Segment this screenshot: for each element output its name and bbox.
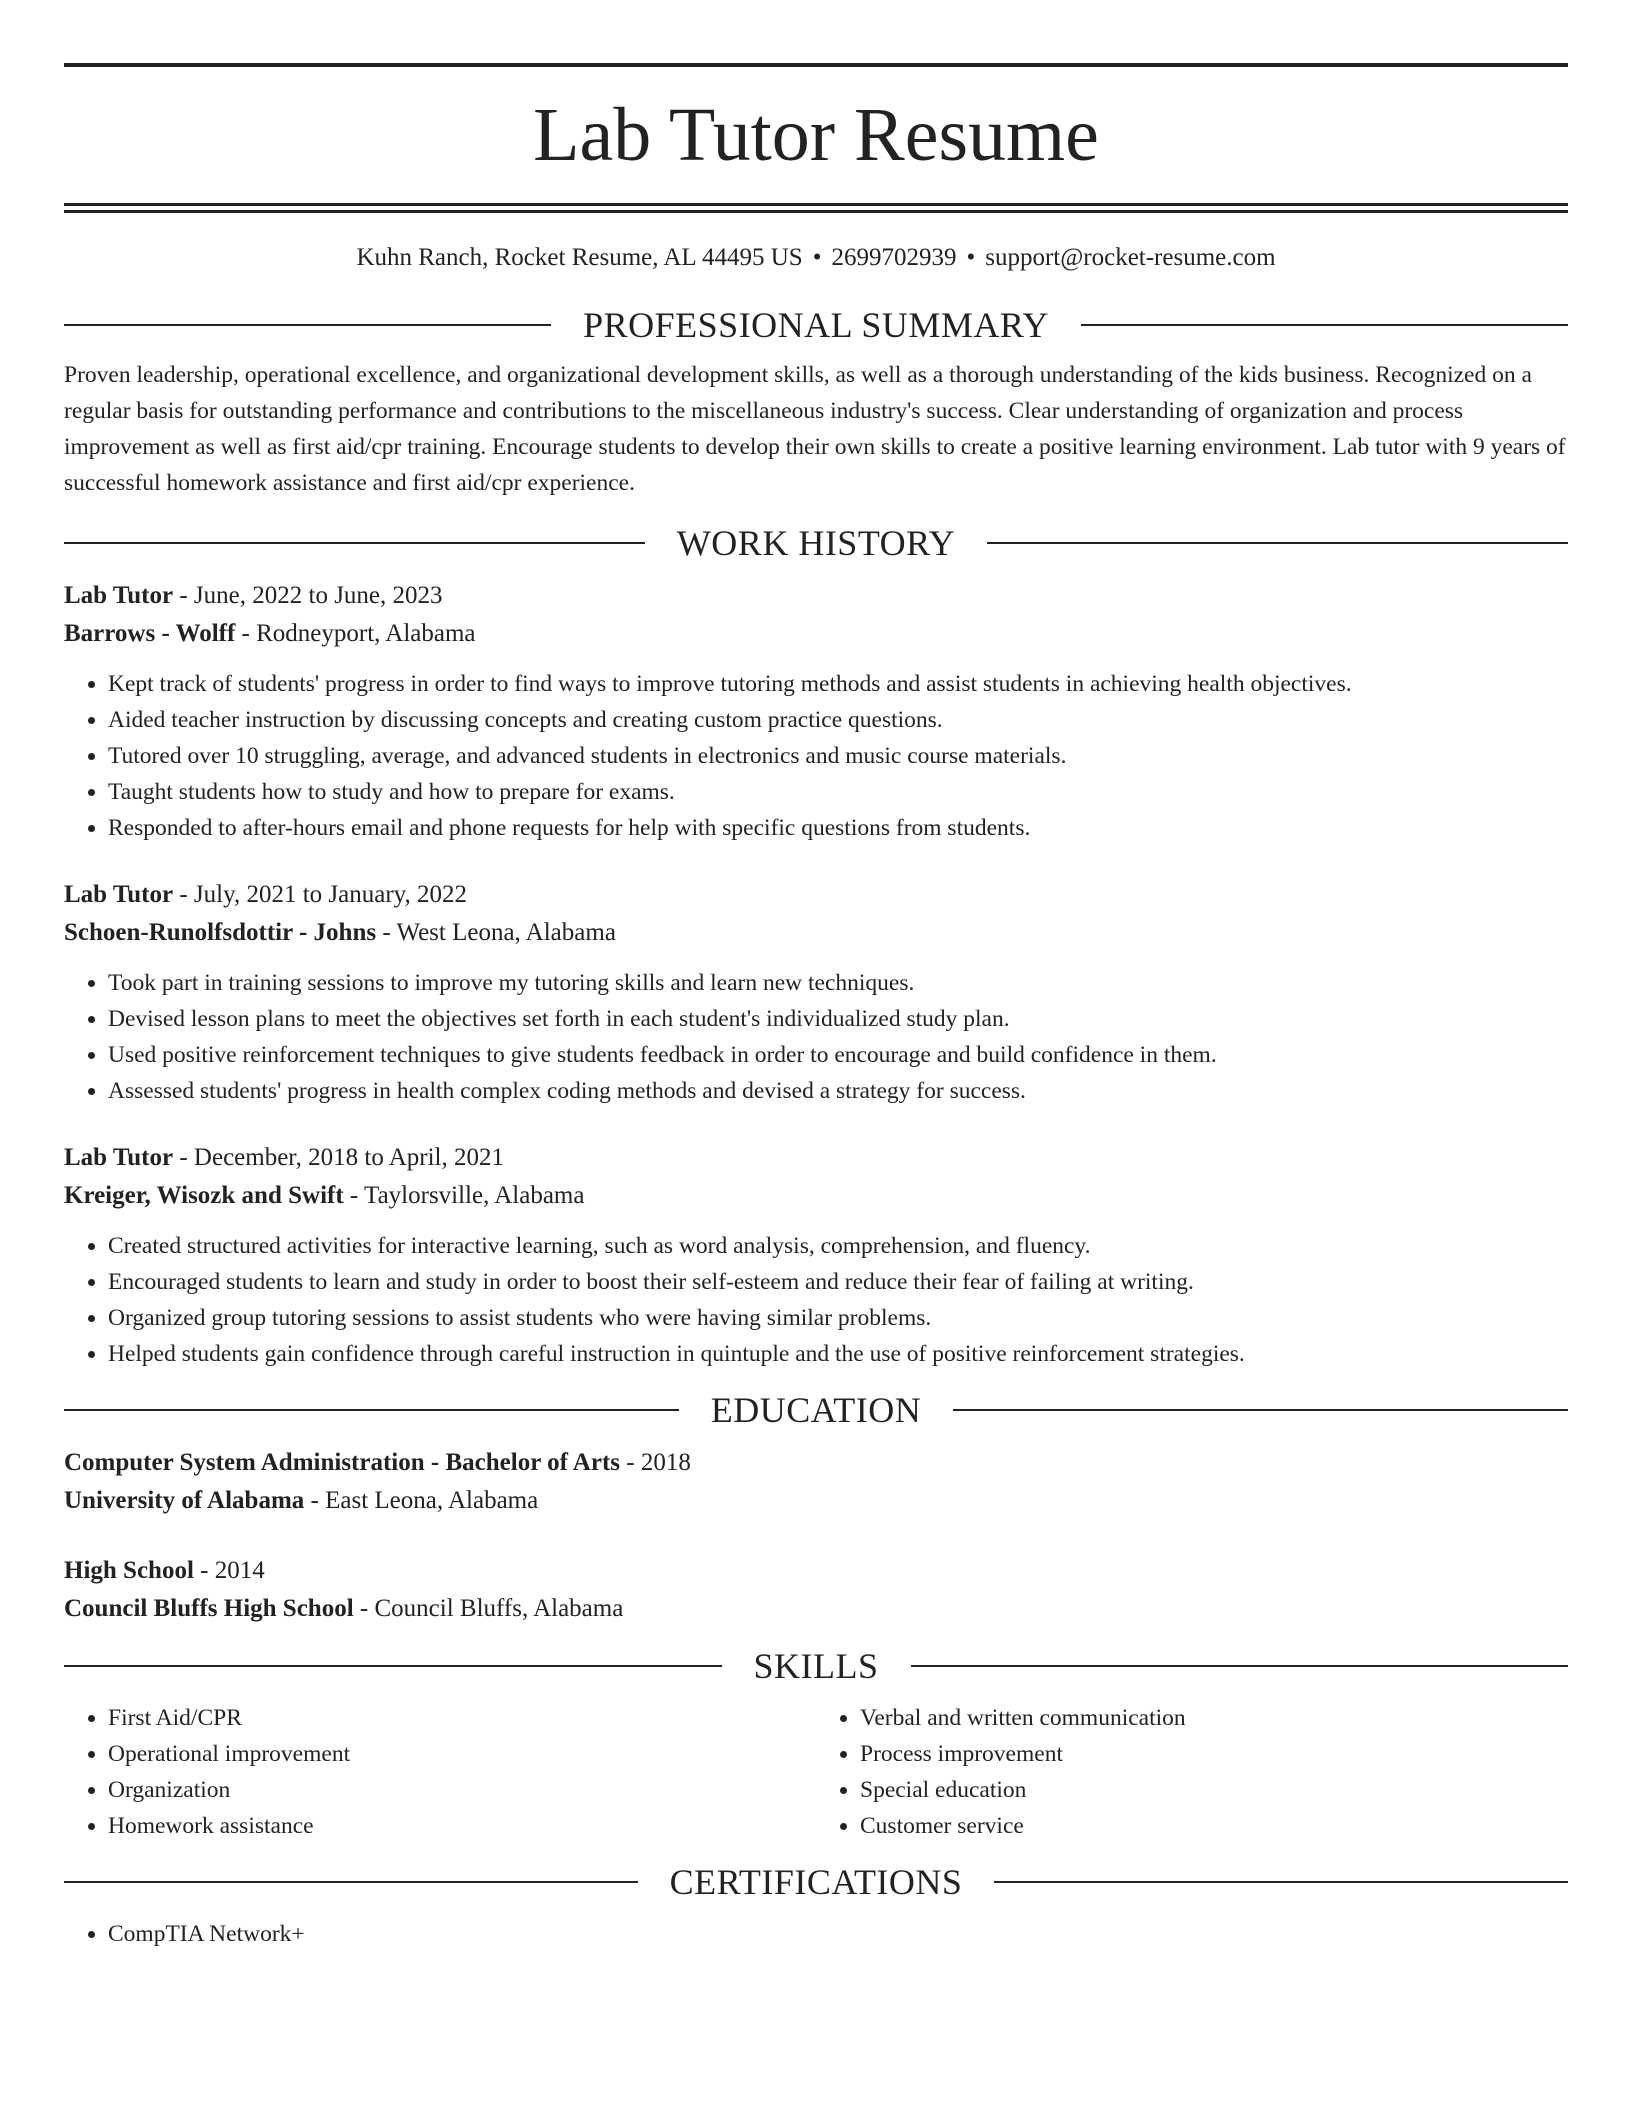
job-title-line	[64, 577, 1568, 615]
list-item: • Encouraged students to learn and study in order to boost their self-esteem and reduce their fear of failing at writing.	[108, 1264, 1568, 1300]
job-company-line	[64, 615, 1568, 653]
section-rule	[987, 542, 1568, 544]
degree: High School	[64, 1557, 194, 1584]
section-header-summary	[64, 305, 1568, 345]
section-rule	[911, 1665, 1569, 1667]
list-item: • First Aid/CPR	[108, 1700, 816, 1736]
job-role: Lab Tutor	[64, 1144, 174, 1171]
list-item: • Process improvement	[860, 1736, 1568, 1772]
degree: Computer System Administration - Bachelor of Arts	[64, 1449, 620, 1476]
contact-email: support@rocket-resume.com	[985, 244, 1276, 271]
job-company-line	[64, 1177, 1568, 1215]
list-item: • Taught students how to study and how to prepare for exams.	[108, 774, 1568, 810]
list-item: • Aided teacher instruction by discussing concepts and creating custom practice questions.	[108, 702, 1568, 738]
section-title: SKILLS	[753, 1646, 879, 1686]
job-bullets	[64, 666, 1568, 846]
section-title: PROFESSIONAL SUMMARY	[583, 305, 1049, 345]
list-item: • Took part in training sessions to improve my tutoring skills and learn new techniques.	[108, 965, 1568, 1001]
contact-phone: 2699702939	[831, 244, 957, 271]
school: University of Alabama	[64, 1487, 305, 1514]
section-title: CERTIFICATIONS	[669, 1862, 963, 1902]
list-item: • Customer service	[860, 1808, 1568, 1844]
list-item: • Responded to after-hours email and phone requests for help with specific questions from students.	[108, 810, 1568, 846]
job-bullets	[64, 1228, 1568, 1372]
job-company-line	[64, 914, 1568, 952]
job-dates: - July, 2021 to January, 2022	[173, 881, 468, 908]
job-location: - Rodneyport, Alabama	[235, 620, 476, 647]
skills-grid	[64, 1700, 1568, 1844]
job-title-line	[64, 1139, 1568, 1177]
list-item: • Helped students gain confidence through careful instruction in quintuple and the use of positive reinforcement strategies.	[108, 1336, 1568, 1372]
skills-column-right	[816, 1700, 1568, 1844]
list-item: • Created structured activities for interactive learning, such as word analysis, comprehension, and fluency.	[108, 1228, 1568, 1264]
title-double-rule	[64, 203, 1568, 213]
section-header-skills	[64, 1646, 1568, 1686]
contact-address: Kuhn Ranch, Rocket Resume, AL 44495 US	[356, 244, 803, 271]
graduation-year: - 2014	[193, 1557, 265, 1584]
degree-line	[64, 1444, 1568, 1482]
summary-text: Proven leadership, operational excellence, and organizational development skills, as well as a thorough understanding of the kids business. Recognized on a regular basis for outstanding performance and contributions to the miscellaneous industry's success. Clear understanding of organization and process improvement as well as first aid/cpr training. Encourage students to develop their own skills to create a positive learning environment. Lab tutor with 9 years of successful homework assistance and first aid/cpr experience.	[64, 362, 1566, 496]
job-role: Lab Tutor	[64, 881, 174, 908]
section-rule	[64, 1881, 638, 1883]
graduation-year: - 2018	[620, 1449, 691, 1476]
job-entry	[64, 876, 1568, 1109]
school-location: - Council Bluffs, Alabama	[353, 1595, 624, 1622]
list-item: • Used positive reinforcement techniques to give students feedback in order to encourage and build confidence in them.	[108, 1037, 1568, 1073]
list-item: • Homework assistance	[108, 1808, 816, 1844]
school: Council Bluffs High School	[64, 1595, 354, 1622]
list-item: • CompTIA Network+	[108, 1916, 1568, 1952]
school-line	[64, 1482, 1568, 1520]
list-item: • Assessed students' progress in health complex coding methods and devised a strategy for success.	[108, 1073, 1568, 1109]
job-role: Lab Tutor	[64, 582, 174, 609]
page-title: Lab Tutor Resume	[533, 93, 1099, 177]
list-item: • Special education	[860, 1772, 1568, 1808]
job-company: Schoen-Runolfsdottir - Johns	[64, 919, 377, 946]
contact-line	[64, 243, 1568, 273]
job-dates: - December, 2018 to April, 2021	[173, 1144, 504, 1171]
job-entry	[64, 1139, 1568, 1372]
section-header-education	[64, 1390, 1568, 1430]
list-item: • Devised lesson plans to meet the objectives set forth in each student's individualized study plan.	[108, 1001, 1568, 1037]
section-rule	[64, 542, 645, 544]
top-rule	[64, 63, 1568, 67]
job-company: Kreiger, Wisozk and Swift	[64, 1182, 344, 1209]
job-company: Barrows - Wolff	[64, 620, 236, 647]
certifications-list	[64, 1916, 1568, 1952]
job-location: - Taylorsville, Alabama	[343, 1182, 585, 1209]
section-header-certifications	[64, 1862, 1568, 1902]
school-line	[64, 1590, 1568, 1628]
section-rule	[64, 1409, 679, 1411]
list-item: • Kept track of students' progress in order to find ways to improve tutoring methods and assist students in achieving health objectives.	[108, 666, 1568, 702]
job-bullets	[64, 965, 1568, 1109]
section-title: EDUCATION	[710, 1390, 922, 1430]
section-rule	[64, 1665, 722, 1667]
list-item: • Operational improvement	[108, 1736, 816, 1772]
degree-line	[64, 1552, 1568, 1590]
job-title-line	[64, 876, 1568, 914]
job-location: - West Leona, Alabama	[376, 919, 616, 946]
education-entry	[64, 1552, 1568, 1628]
contact-separator: •	[812, 244, 822, 271]
contact-separator: •	[966, 244, 976, 271]
education-entry	[64, 1444, 1568, 1520]
list-item: • Organization	[108, 1772, 816, 1808]
job-entry	[64, 577, 1568, 846]
list-item: • Verbal and written communication	[860, 1700, 1568, 1736]
section-rule	[64, 324, 551, 326]
list-item: • Tutored over 10 struggling, average, and advanced students in electronics and music course materials.	[108, 738, 1568, 774]
resume-page	[64, 0, 1568, 1952]
section-header-work-history	[64, 523, 1568, 563]
list-item: • Organized group tutoring sessions to assist students who were having similar problems.	[108, 1300, 1568, 1336]
skills-column-left	[64, 1700, 816, 1844]
section-title: WORK HISTORY	[676, 523, 956, 563]
section-rule	[994, 1881, 1568, 1883]
section-rule	[1081, 324, 1568, 326]
school-location: - East Leona, Alabama	[304, 1487, 539, 1514]
job-dates: - June, 2022 to June, 2023	[173, 582, 443, 609]
section-rule	[953, 1409, 1568, 1411]
